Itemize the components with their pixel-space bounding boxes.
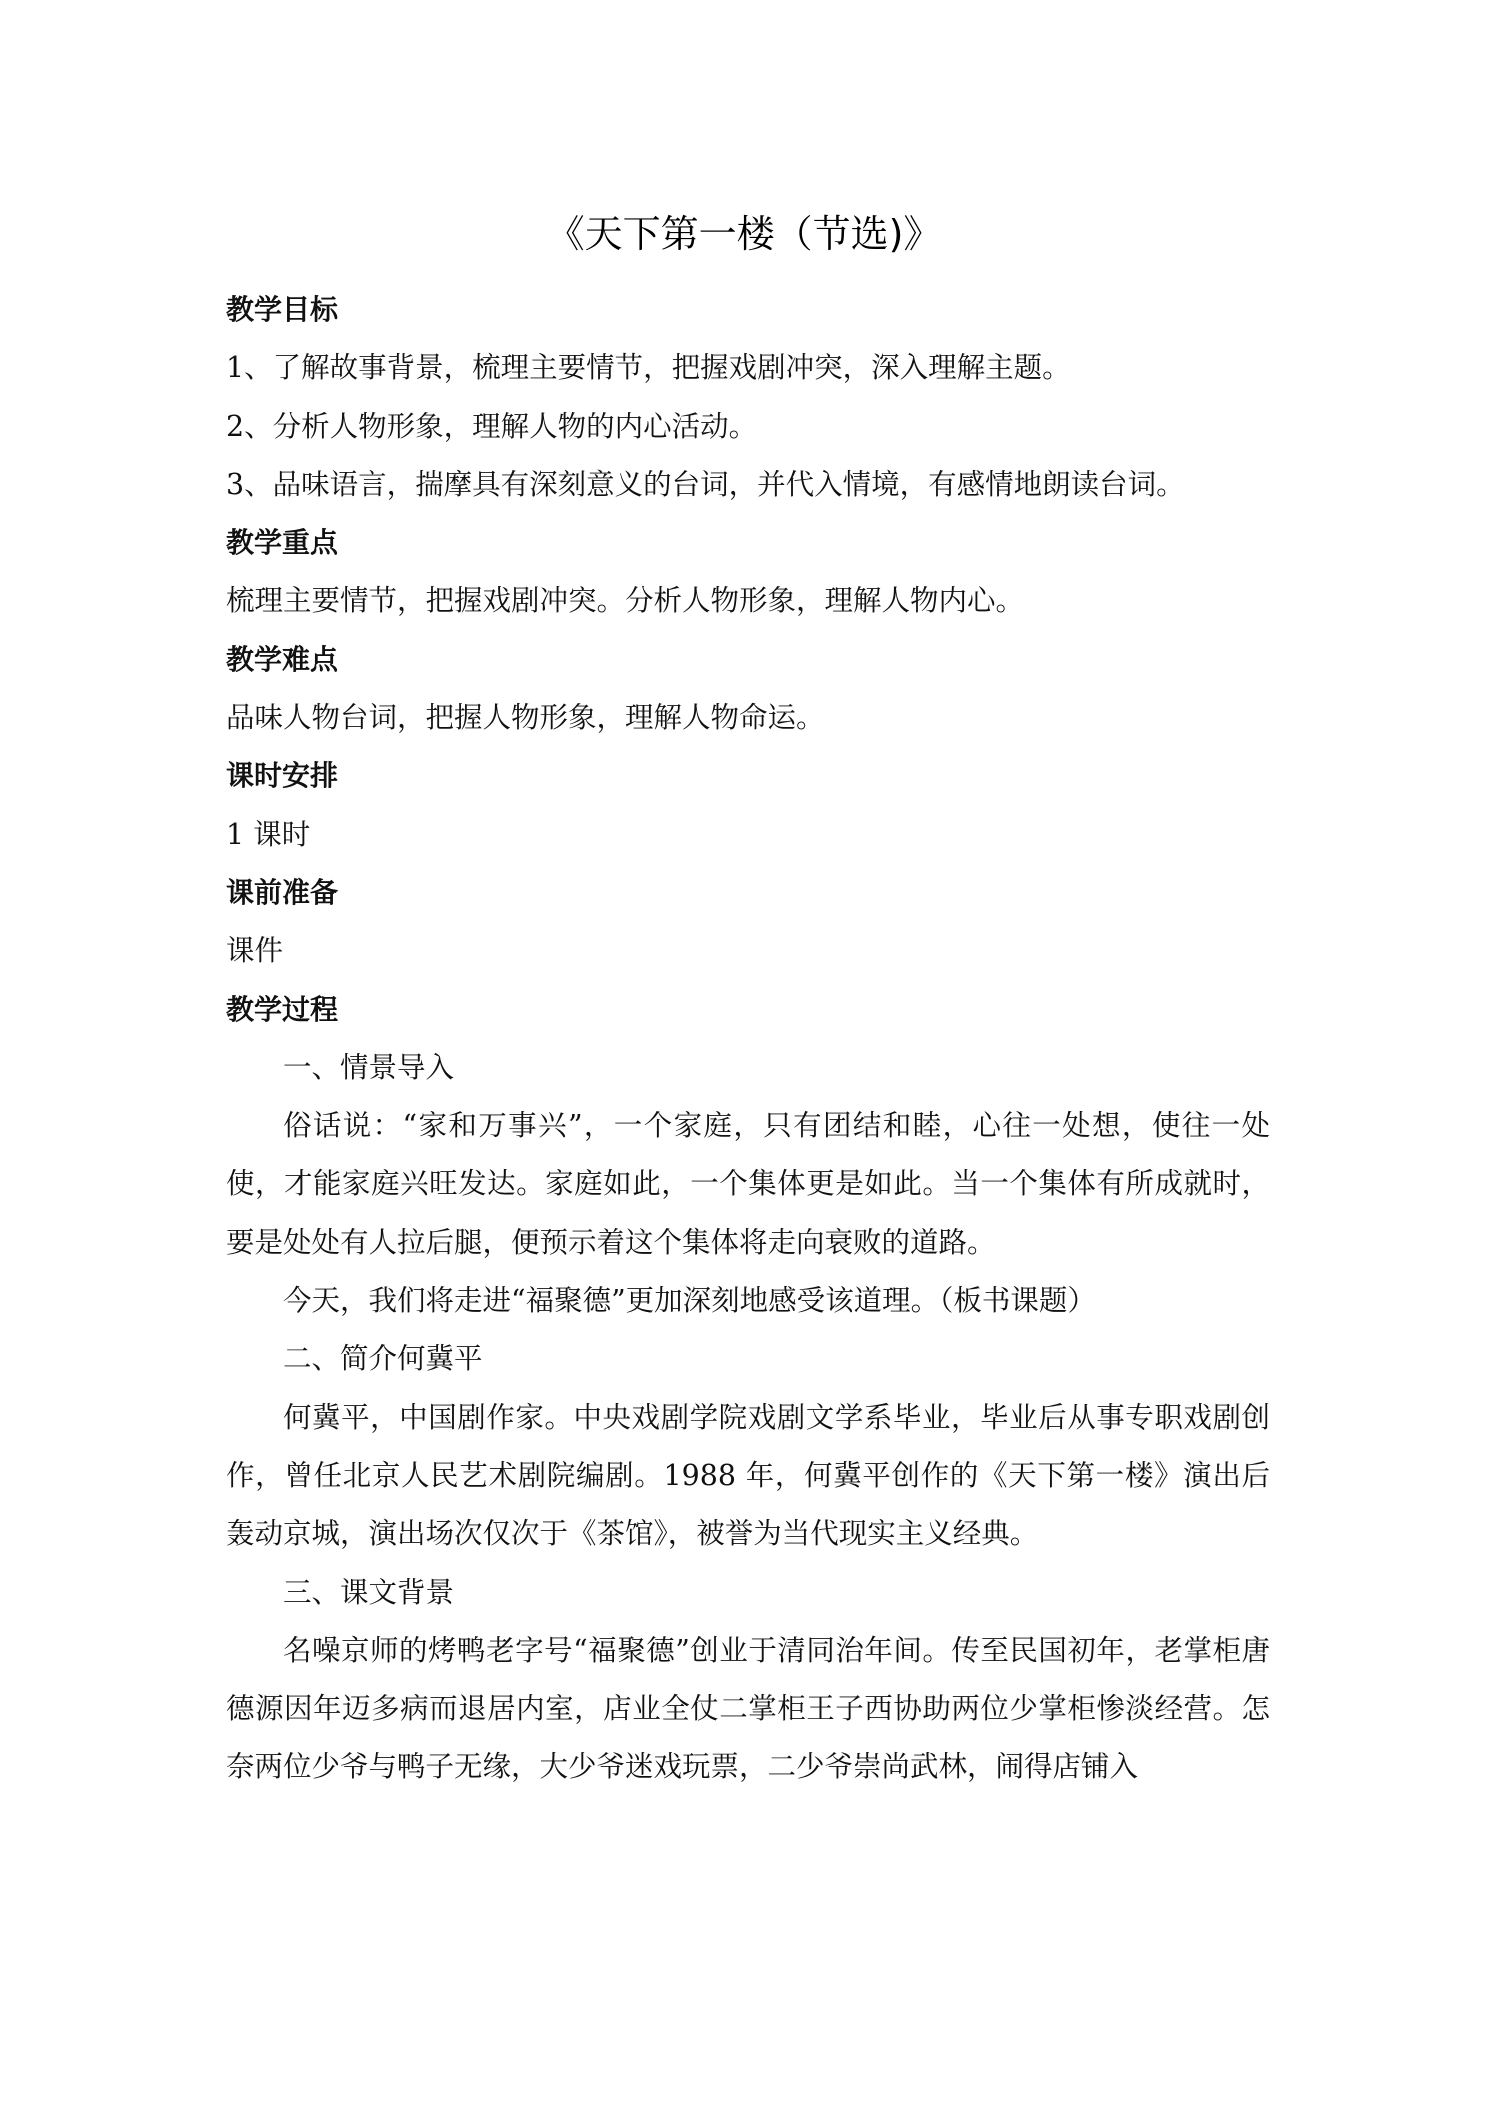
key-points-text: 梳理主要情节，把握戏剧冲突。分析人物形象，理解人物内心。 [226, 584, 1025, 618]
schedule-text: 1 课时 [226, 817, 311, 851]
document-title: 《天下第一楼（节选)》 [546, 212, 942, 256]
heading-process: 教学过程 [226, 992, 339, 1026]
objective-item: 1、了解故事背景，梳理主要情节，把握戏剧冲突，深入理解主题。 [226, 351, 1071, 385]
step-subheading-background: 三、课文背景 [283, 1575, 455, 1609]
heading-objectives: 教学目标 [226, 293, 339, 326]
heading-preparation: 课前准备 [226, 875, 339, 909]
objective-item: 2、分析人物形象，理解人物的内心活动。 [226, 409, 758, 443]
document-body [226, 281, 1270, 1797]
preparation-text: 课件 [226, 934, 284, 968]
step-subheading-intro: 一、情景导入 [283, 1050, 455, 1084]
heading-schedule: 课时安排 [226, 759, 339, 793]
step-subheading-author: 二、简介何冀平 [283, 1342, 483, 1376]
heading-difficulties: 教学难点 [226, 642, 339, 676]
difficulties-text: 品味人物台词，把握人物形象，理解人物命运。 [226, 701, 825, 735]
objective-item: 3、品味语言，揣摩具有深刻意义的台词，并代入情境，有感情地朗读台词。 [226, 467, 1185, 501]
step-paragraph: 俗话说：“家和万事兴”，一个家庭，只有团结和睦，心往一处想，使往一处使，才能家庭兴旺发达。家庭如此，一个集体更是如此。当一个集体有所成就时，要是处处有人拉后腿，便预示着这个集体将走向衰败的道路。 [226, 1109, 1270, 1259]
step-paragraph: 今天，我们将走进“福聚德”更加深刻地感受该道理。（板书课题） [283, 1284, 1096, 1318]
heading-key-points: 教学重点 [226, 526, 339, 560]
step-paragraph: 名噪京师的烤鸭老字号“福聚德”创业于清同治年间。传至民国初年，老掌柜唐德源因年迈多病而退居内室，店业全仗二掌柜王子西协助两位少掌柜惨淡经营。怎奈两位少爷与鸭子无缘，大少爷迷戏玩票，二少爷崇尚武林，闹得店铺入 [226, 1633, 1270, 1784]
step-paragraph: 何冀平，中国剧作家。中央戏剧学院戏剧文学系毕业，毕业后从事专职戏剧创作，曾任北京人民艺术剧院编剧。1988 年，何冀平创作的《天下第一楼》演出后轰动京城，演出场次仅次于《茶馆》，被誉为当代现实主义经典。 [226, 1400, 1270, 1551]
